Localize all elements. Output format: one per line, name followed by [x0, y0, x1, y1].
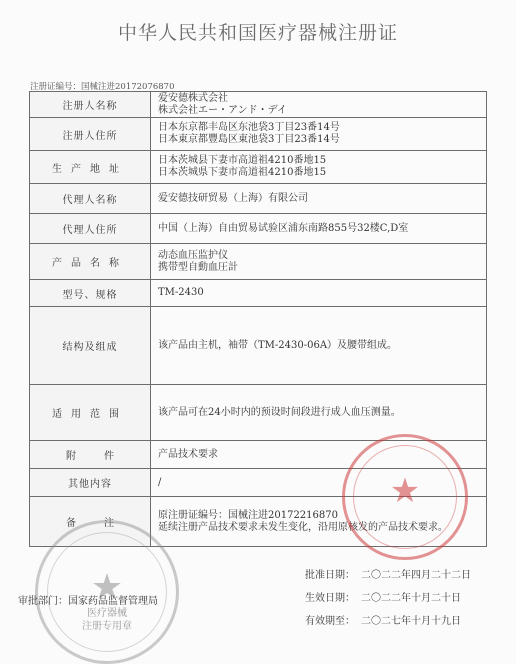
value-line: 该产品由主机，袖带（TM-2430-06A）及腰带组成。 — [158, 339, 398, 351]
row-label: 型号、规格 — [30, 280, 151, 307]
row-label: 其他内容 — [30, 469, 151, 497]
value-line: 日本茨城県下妻市高道祖4210番地15 — [158, 167, 327, 178]
value-line: 携带型自動血圧計 — [158, 261, 238, 273]
row-value — [151, 151, 487, 184]
value-line: 日本茨城县下妻市高道祖4210番地15 — [158, 155, 327, 166]
approval-department: 审批部门：国家药品监督管理局 — [18, 596, 158, 607]
row-value — [151, 118, 487, 151]
value-line: TM-2430 — [158, 287, 204, 298]
date-value: 二〇二二年四月二十二日 — [361, 570, 471, 581]
row-label: 适用范围 — [30, 385, 151, 441]
value-line: 该产品可在24小时内的预设时间段进行成人血压测量。 — [158, 406, 401, 418]
dates-block — [305, 566, 471, 635]
table-row — [30, 280, 487, 307]
date-row — [305, 566, 471, 589]
value-line: 爱安德株式会社 — [158, 92, 228, 104]
seal-text-line: 医疗器械 — [87, 608, 127, 619]
date-label: 生效日期： — [305, 593, 355, 604]
row-label: 结构及组成 — [30, 307, 151, 385]
row-value — [151, 184, 487, 214]
row-value — [151, 307, 487, 385]
row-label: 附件 — [30, 441, 151, 469]
date-value: 二〇二二年十月二十日 — [361, 593, 461, 604]
value-line: 株式会社エー・アンド・デイ — [158, 104, 287, 116]
seal-text-line: 注册专用章 — [82, 621, 132, 632]
date-label: 批准日期： — [305, 570, 355, 581]
date-label: 有效期至： — [305, 616, 355, 627]
table-row — [30, 151, 487, 184]
value-line: 爱安德技研贸易（上海）有限公司 — [158, 192, 308, 204]
registration-number: 注册证编号：国械注进20172076870 — [30, 82, 175, 92]
row-label: 产品名称 — [30, 244, 151, 280]
row-value — [151, 214, 487, 244]
row-label: 代理人住所 — [30, 214, 151, 244]
table-row — [30, 244, 487, 280]
value-line: 日本東京都豐島区東池袋3丁目23番14号 — [158, 134, 340, 145]
company-seal-stamp — [342, 434, 468, 560]
star-icon: ★ — [90, 567, 124, 608]
table-row — [30, 214, 487, 244]
row-label: 备注 — [30, 497, 151, 547]
value-line: 产品技术要求 — [158, 448, 218, 460]
row-value — [151, 280, 487, 307]
value-line: 动态血压监护仪 — [158, 249, 228, 261]
value-line: 中国（上海）自由贸易试验区浦东南路855号32楼C,D室 — [158, 222, 409, 234]
table-row — [30, 307, 487, 385]
certificate-title: 中华人民共和国医疗器械注册证 — [117, 22, 398, 44]
table-row — [30, 184, 487, 214]
table-row — [30, 118, 487, 151]
row-label: 代理人名称 — [30, 184, 151, 214]
row-value — [151, 244, 487, 280]
value-line: / — [158, 476, 162, 488]
row-label: 生产地址 — [30, 151, 151, 184]
table-row — [30, 385, 487, 441]
row-label: 注册人住所 — [30, 118, 151, 151]
row-label: 注册人名称 — [30, 92, 151, 118]
value-line: 延续注册产品技术要求未发生变化，沿用原核发的产品技术要求。 — [158, 521, 448, 533]
date-row — [305, 612, 471, 635]
star-icon: ★ — [389, 471, 421, 511]
date-value: 二〇二七年十月十九日 — [361, 616, 461, 627]
value-line: 日本东京都丰岛区东池袋3丁目23番14号 — [158, 122, 340, 133]
row-value — [151, 385, 487, 441]
value-line: 原注册证编号：国械注进20172216870 — [158, 509, 338, 521]
table-row — [30, 92, 487, 118]
date-row — [305, 589, 471, 612]
seal-text — [38, 607, 176, 633]
row-value — [151, 92, 487, 118]
